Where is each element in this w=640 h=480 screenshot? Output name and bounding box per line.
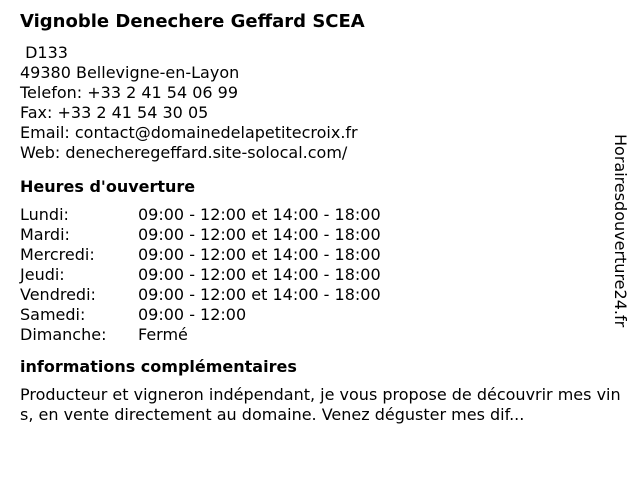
web-line: Web: denecheregeffard.site-solocal.com/ (20, 143, 348, 162)
hours-row-wednesday (20, 245, 610, 265)
additional-info-heading: informations complémentaires (20, 357, 297, 376)
hours-day: Lundi: (20, 205, 69, 224)
hours-time: Fermé (138, 325, 188, 344)
business-description: Producteur et vigneron indépendant, je vous propose de découvrir mes vins, en vente directement au domaine. Venez déguster mes dif... (20, 385, 621, 424)
hours-time: 09:00 - 12:00 et 14:00 - 18:00 (138, 205, 381, 224)
hours-row-tuesday (20, 225, 610, 245)
fax-line: Fax: +33 2 41 54 30 05 (20, 103, 209, 122)
hours-day: Mardi: (20, 225, 70, 244)
address-street: D133 (20, 43, 68, 62)
business-name: Vignoble Denechere Geffard SCEA (20, 11, 365, 32)
opening-hours-table (20, 205, 610, 345)
hours-day: Mercredi: (20, 245, 95, 264)
hours-time: 09:00 - 12:00 et 14:00 - 18:00 (138, 225, 381, 244)
hours-time: 09:00 - 12:00 et 14:00 - 18:00 (138, 265, 381, 284)
hours-row-friday (20, 285, 610, 305)
hours-day: Dimanche: (20, 325, 107, 344)
hours-row-thursday (20, 265, 610, 285)
email-line: Email: contact@domainedelapetitecroix.fr (20, 123, 358, 142)
hours-day: Samedi: (20, 305, 86, 324)
hours-row-sunday (20, 325, 610, 345)
hours-time: 09:00 - 12:00 (138, 305, 247, 324)
phone-line: Telefon: +33 2 41 54 06 99 (20, 83, 239, 102)
hours-day: Vendredi: (20, 285, 96, 304)
address-city: 49380 Bellevigne-en-Layon (20, 63, 240, 82)
hours-row-saturday (20, 305, 610, 325)
hours-time: 09:00 - 12:00 et 14:00 - 18:00 (138, 245, 381, 264)
hours-row-monday (20, 205, 610, 225)
hours-day: Jeudi: (20, 265, 65, 284)
hours-time: 09:00 - 12:00 et 14:00 - 18:00 (138, 285, 381, 304)
opening-hours-heading: Heures d'ouverture (20, 177, 196, 196)
site-watermark: Horairesdouverture24.fr (611, 134, 630, 328)
